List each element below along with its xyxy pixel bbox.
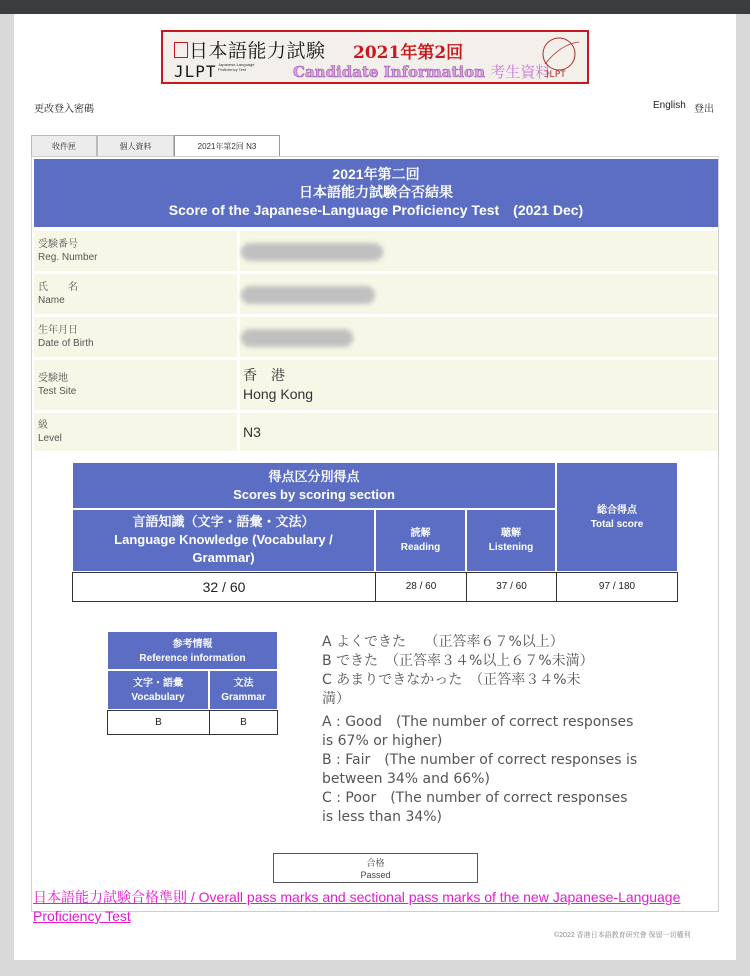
dob-redacted <box>241 329 353 347</box>
legend-b-jp: B できた （正答率３４%以上６７%未満） <box>322 653 594 669</box>
row-level <box>34 413 718 451</box>
header-line-2: 日本語能力試験合否結果 <box>299 184 453 200</box>
name-label <box>38 281 78 307</box>
reading-jp: 読解 <box>410 528 431 539</box>
row-divider <box>237 274 240 314</box>
row-dob <box>34 317 718 357</box>
copyright-footer: ©2022 香港日本語教育研究會 保留一切權利 <box>554 932 691 939</box>
header-line-1: 2021年第二回 <box>332 166 420 182</box>
reference-grammar-header <box>209 670 278 710</box>
listening-en: Listening <box>488 542 534 553</box>
banner-title <box>174 36 326 63</box>
reference-title-en: Reference information <box>139 653 246 664</box>
name-label-jp: 氏 名 <box>38 282 78 293</box>
name-label-en: Name <box>38 295 65 306</box>
row-divider <box>237 360 240 410</box>
tab-bar <box>31 135 280 157</box>
level-label-en: Level <box>38 433 62 444</box>
language-knowledge-en: Language Knowledge (Vocabulary / Grammar) <box>114 532 333 565</box>
jlpt-logo: JLPT <box>174 62 217 81</box>
total-score-en: Total score <box>590 519 644 530</box>
test-site-label-jp: 受験地 <box>38 373 68 384</box>
jlpt-circle-logo-icon <box>539 34 583 80</box>
banner-candidate-en: Candidate Information <box>293 63 486 81</box>
legend-b-en-2: between 34% and 66%) <box>322 771 490 787</box>
reference-vocab-header <box>107 670 209 710</box>
total-score: 97 / 180 <box>556 572 678 602</box>
reading-score: 28 / 60 <box>375 572 467 602</box>
legend-c-en-2: is less than 34%) <box>322 809 443 825</box>
reference-grammar-grade: B <box>209 710 278 735</box>
banner-title-text: 日本語能力試験 <box>189 40 326 62</box>
browser-top-bar <box>0 0 750 14</box>
dob-label-jp: 生年月日 <box>38 325 78 336</box>
row-test-site <box>34 360 718 410</box>
tab-personal-info[interactable]: 個人資料 <box>97 135 174 157</box>
grade-legend <box>322 633 637 827</box>
test-site-value-jp: 香 港 <box>243 367 285 383</box>
row-name <box>34 274 718 314</box>
header-line-3: Score of the Japanese-Language Proficiency Test (2021 Dec) <box>168 202 584 218</box>
name-redacted <box>241 286 375 304</box>
total-score-jp: 総合得点 <box>597 505 637 516</box>
red-square-icon <box>174 42 188 58</box>
result-en: Passed <box>360 870 391 880</box>
english-link[interactable]: English <box>653 100 686 111</box>
reference-grammar-en: Grammar <box>221 692 266 703</box>
test-site-value <box>243 366 313 404</box>
jlpt-banner <box>161 30 589 84</box>
jlpt-logo-sub: Japanese-Language Proficiency Test <box>218 62 255 72</box>
result-box <box>273 853 478 883</box>
listening-jp: 聴解 <box>501 528 521 539</box>
reference-header <box>107 631 278 670</box>
banner-candidate-cn: 考生資料 <box>490 63 551 81</box>
scores-section-header <box>72 462 556 509</box>
legend-b-en-1: B : Fair (The number of correct responses is <box>322 752 638 768</box>
row-divider <box>237 413 240 451</box>
tab-exam-result[interactable]: 2021年第2回 N3 <box>174 135 280 157</box>
level-label-jp: 級 <box>38 420 48 431</box>
language-knowledge-jp: 言語知識（文字・語彙・文法） <box>132 514 315 529</box>
change-password-link[interactable]: 更改登入密碼 <box>34 104 94 115</box>
reg-number-label-en: Reg. Number <box>38 252 98 263</box>
svg-text:JLPT: JLPT <box>544 70 566 80</box>
banner-candidate-info <box>293 61 550 82</box>
test-site-label <box>38 372 76 398</box>
legend-a-en-2: is 67% or higher) <box>322 733 443 749</box>
legend-c-jp-1: C あまりできなかった （正答率３４%未 <box>322 672 581 688</box>
reference-vocab-en: Vocabulary <box>131 692 185 703</box>
result-header <box>34 159 718 227</box>
result-jp: 合格 <box>366 858 385 868</box>
row-reg-number <box>34 231 718 271</box>
listening-header <box>466 509 556 572</box>
test-site-label-en: Test Site <box>38 386 77 397</box>
reference-title-jp: 参考情報 <box>172 639 213 650</box>
legend-a-en-1: A : Good (The number of correct responses <box>322 714 634 730</box>
banner-year: 2021年第2回 <box>353 43 464 63</box>
level-label <box>38 419 62 445</box>
total-score-header <box>556 462 678 572</box>
tab-inbox[interactable]: 收件匣 <box>31 135 97 157</box>
scores-section-jp: 得点区分別得点 <box>268 469 360 484</box>
logout-link[interactable]: 登出 <box>694 104 714 115</box>
dob-label <box>38 324 94 350</box>
reg-number-label <box>38 238 97 264</box>
page <box>14 14 736 960</box>
legend-c-en-1: C : Poor (The number of correct responses <box>322 790 628 806</box>
dob-label-en: Date of Birth <box>38 338 94 349</box>
language-knowledge-header <box>72 509 375 572</box>
legend-c-jp-2: 満） <box>322 691 350 707</box>
legend-a-jp: A よくできた （正答率６７%以上） <box>322 634 564 650</box>
level-value: N3 <box>243 424 261 440</box>
reg-number-redacted <box>241 243 383 261</box>
pass-marks-link[interactable]: 日本語能力試験合格準則 / Overall pass marks and sectional pass marks of the new Japanese-Language Proficiency Test <box>33 889 681 924</box>
test-site-value-en: Hong Kong <box>243 386 314 402</box>
row-divider <box>237 317 240 357</box>
listening-score: 37 / 60 <box>466 572 557 602</box>
reference-grammar-jp: 文法 <box>233 678 254 689</box>
reference-vocab-grade: B <box>107 710 210 735</box>
reading-header <box>375 509 466 572</box>
result-panel <box>31 156 719 924</box>
row-divider <box>237 231 240 271</box>
language-score: 32 / 60 <box>72 572 376 602</box>
scores-section-en: Scores by scoring section <box>233 487 395 502</box>
reading-en: Reading <box>400 542 441 553</box>
reg-number-label-jp: 受験番号 <box>38 239 78 250</box>
reference-vocab-jp: 文字・語彙 <box>133 678 183 689</box>
